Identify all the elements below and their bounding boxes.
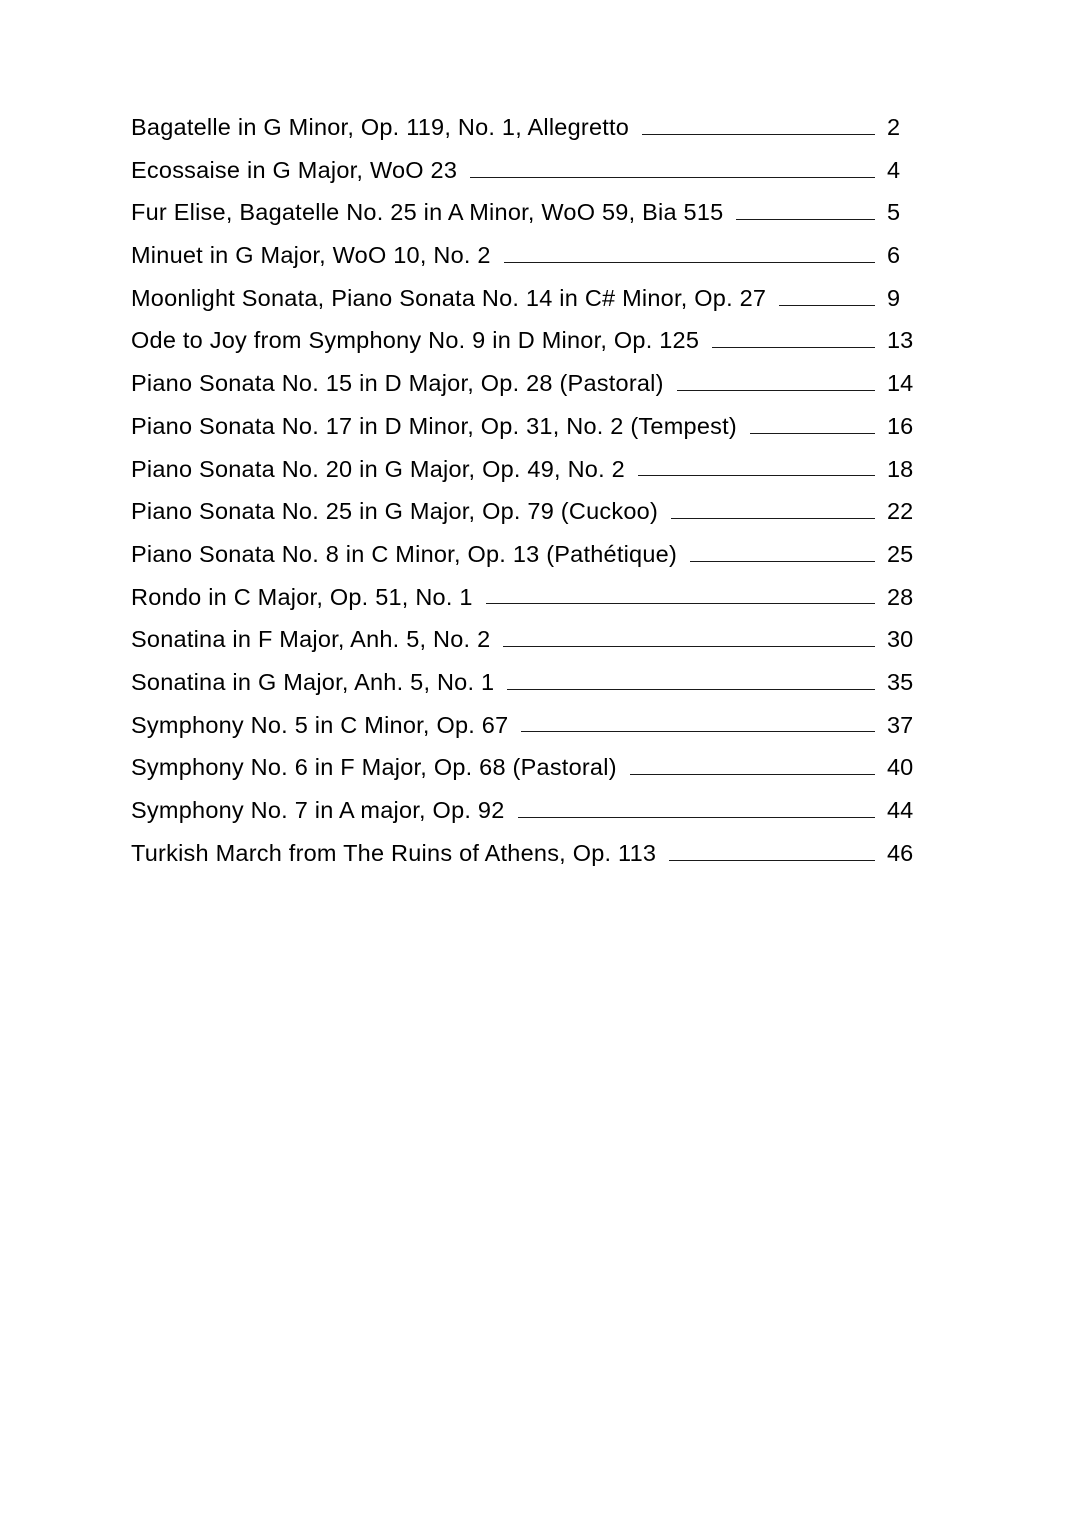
- toc-entry-page-number: 5: [887, 199, 901, 226]
- toc-entry-page-number: 16: [887, 412, 914, 439]
- toc-leader-line: [642, 127, 875, 128]
- toc-entry-title: Piano Sonata No. 25 in G Major, Op. 79 (Cuckoo): [131, 498, 659, 525]
- toc-entry-page-number: 37: [887, 711, 914, 738]
- toc-entry-page-number: 46: [887, 839, 914, 866]
- toc-leader-line: [750, 426, 875, 427]
- toc-entry[interactable]: [131, 362, 931, 405]
- toc-entry-title: Fur Elise, Bagatelle No. 25 in A Minor, WoO 59, Bia 515: [131, 199, 724, 226]
- toc-leader-line: [677, 383, 875, 384]
- toc-entry-page-number: 28: [887, 583, 914, 610]
- toc-entry-page-number: 30: [887, 626, 914, 653]
- toc-leader-line: [712, 340, 875, 341]
- toc-leader-line: [521, 724, 875, 725]
- toc-entry-title: Piano Sonata No. 20 in G Major, Op. 49, No. 2: [131, 455, 625, 482]
- toc-entry-page-number: 2: [887, 114, 901, 140]
- toc-leader-line: [518, 810, 875, 811]
- toc-entry-title: Bagatelle in G Minor, Op. 119, No. 1, Allegretto: [131, 114, 630, 140]
- toc-entry-title: Symphony No. 6 in F Major, Op. 68 (Pastoral): [131, 754, 617, 781]
- toc-entry-title: Minuet in G Major, WoO 10, No. 2: [131, 242, 491, 269]
- toc-leader-line: [630, 767, 875, 768]
- toc-entry[interactable]: [131, 576, 931, 619]
- toc-entry[interactable]: [131, 106, 931, 149]
- toc-entry-title: Rondo in C Major, Op. 51, No. 1: [131, 583, 473, 610]
- toc-entry-page-number: 13: [887, 327, 914, 354]
- toc-entry[interactable]: [131, 490, 931, 533]
- toc-entry[interactable]: [131, 191, 931, 234]
- toc-entry-title: Sonatina in G Major, Anh. 5, No. 1: [131, 668, 495, 695]
- toc-entry[interactable]: [131, 448, 931, 491]
- toc-leader-line: [690, 554, 875, 555]
- toc-entry[interactable]: [131, 704, 931, 747]
- toc-leader-line: [470, 170, 875, 171]
- toc-entry-title: Symphony No. 5 in C Minor, Op. 67: [131, 711, 509, 738]
- toc-entry-title: Ecossaise in G Major, WoO 23: [131, 156, 458, 183]
- toc-leader-line: [486, 596, 875, 597]
- toc-entry[interactable]: [131, 789, 931, 832]
- toc-leader-line: [671, 511, 875, 512]
- toc-entry-title: Sonatina in F Major, Anh. 5, No. 2: [131, 626, 491, 653]
- toc-entry-page-number: 18: [887, 455, 914, 482]
- toc-entry[interactable]: [131, 661, 931, 704]
- toc-entry-page-number: 44: [887, 797, 914, 823]
- toc-entry-page-number: 4: [887, 156, 901, 183]
- toc-entry-title: Symphony No. 7 in A major, Op. 92: [131, 797, 505, 823]
- toc-entry[interactable]: [131, 832, 931, 875]
- toc-entry-page-number: 6: [887, 242, 901, 269]
- toc-leader-line: [779, 298, 875, 299]
- toc-entry[interactable]: [131, 149, 931, 192]
- toc-entry[interactable]: [131, 746, 931, 789]
- toc-leader-line: [503, 639, 875, 640]
- toc-entry[interactable]: [131, 234, 931, 277]
- table-of-contents: [131, 106, 931, 874]
- toc-entry[interactable]: [131, 319, 931, 362]
- toc-entry-page-number: 14: [887, 370, 914, 397]
- toc-leader-line: [736, 212, 875, 213]
- toc-entry-title: Turkish March from The Ruins of Athens, Op. 113: [131, 839, 657, 866]
- toc-leader-line: [638, 468, 875, 469]
- toc-leader-line: [507, 682, 875, 683]
- toc-entry-page-number: 22: [887, 498, 914, 525]
- toc-entry[interactable]: [131, 277, 931, 320]
- toc-entry-title: Moonlight Sonata, Piano Sonata No. 14 in C# Minor, Op. 27: [131, 284, 767, 311]
- toc-entry-page-number: 25: [887, 540, 914, 567]
- toc-entry-title: Piano Sonata No. 17 in D Minor, Op. 31, No. 2 (Tempest): [131, 412, 737, 439]
- toc-entry-page-number: 9: [887, 284, 901, 311]
- toc-entry-page-number: 35: [887, 668, 914, 695]
- toc-entry[interactable]: [131, 405, 931, 448]
- toc-entry-page-number: 40: [887, 754, 914, 781]
- toc-leader-line: [504, 255, 875, 256]
- toc-leader-line: [669, 853, 875, 854]
- toc-entry[interactable]: [131, 533, 931, 576]
- toc-entry-title: Ode to Joy from Symphony No. 9 in D Minor, Op. 125: [131, 327, 700, 354]
- toc-entry-title: Piano Sonata No. 15 in D Major, Op. 28 (Pastoral): [131, 370, 664, 397]
- toc-entry[interactable]: [131, 618, 931, 661]
- toc-entry-title: Piano Sonata No. 8 in C Minor, Op. 13 (Pathétique): [131, 540, 678, 567]
